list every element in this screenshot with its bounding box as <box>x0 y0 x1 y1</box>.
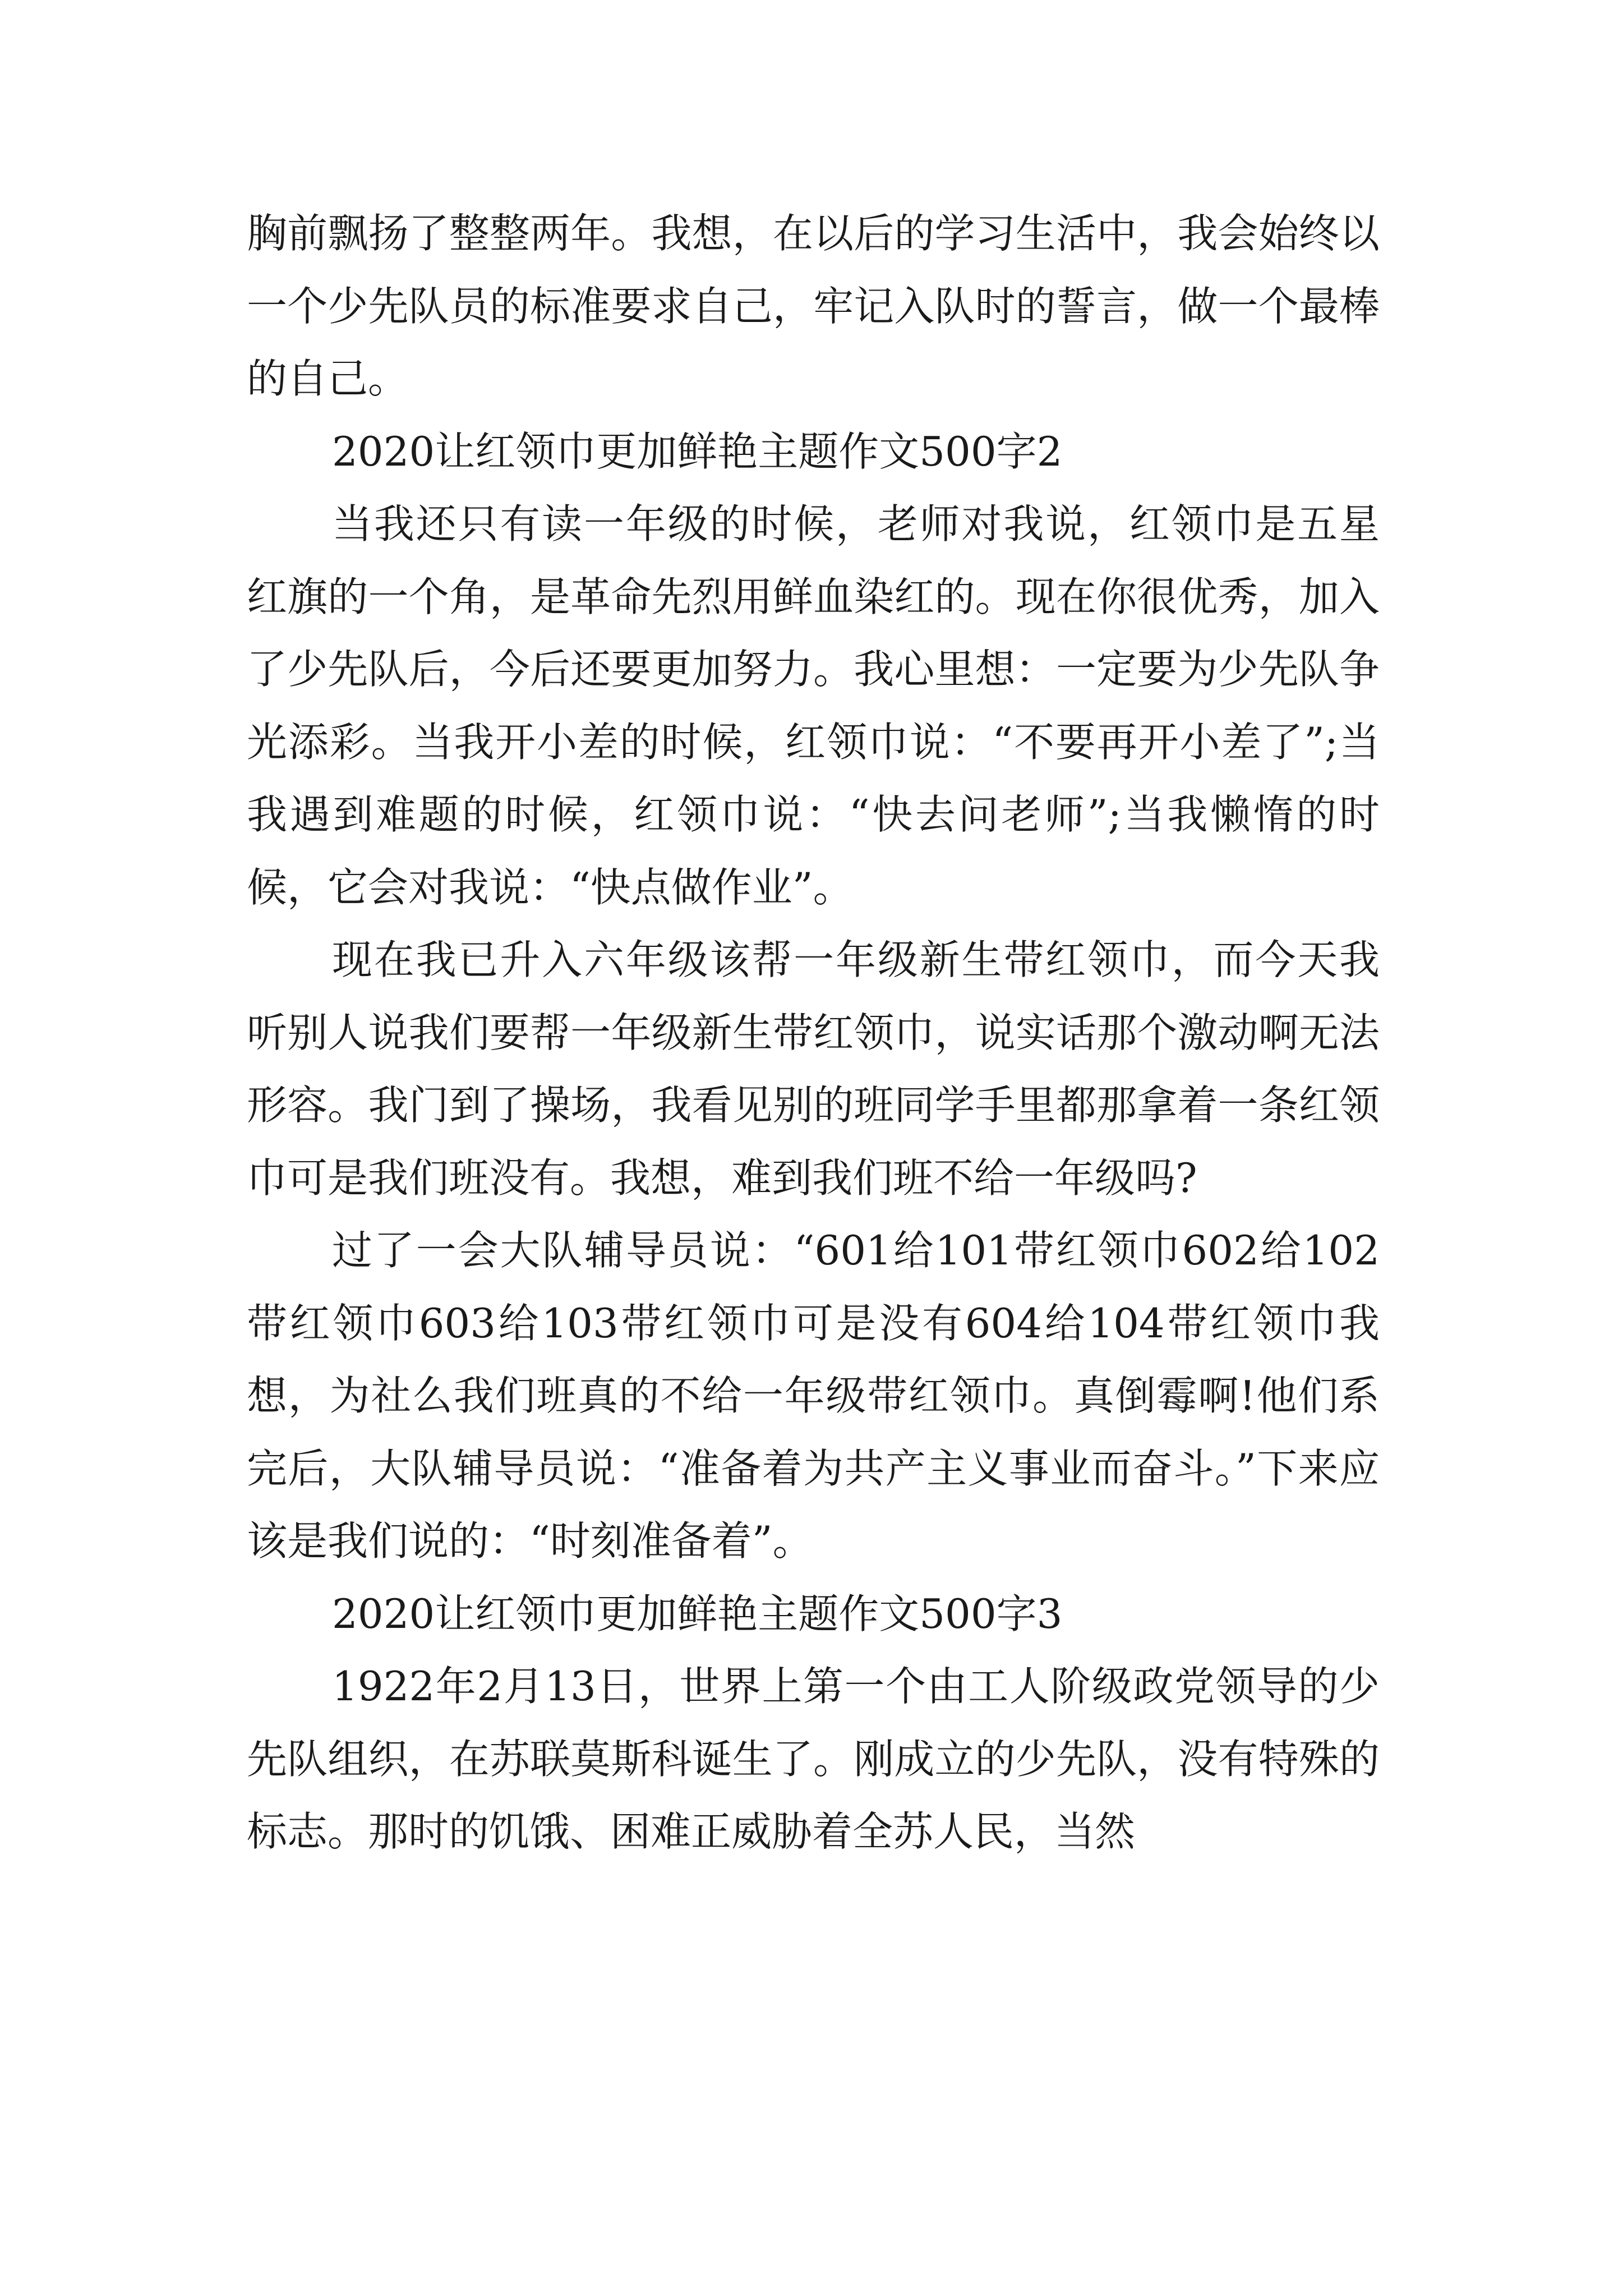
paragraph-continuation: 胸前飘扬了整整两年。我想，在以后的学习生活中，我会始终以一个少先队员的标准要求自己，牢记入队时的誓言，做一个最棒的自己。 <box>247 210 1380 402</box>
paragraph-red-scarf-first-grade: 当我还只有读一年级的时候，老师对我说，红领巾是五星红旗的一个角，是革命先烈用鲜血染红的。现在你很优秀，加入了少先队后，今后还要更加努力。我心里想：一定要为少先队争光添彩。当我开小差的时候，红领巾说：“不要再开小差了”;当我遇到难题的时候，红领巾说：“快去问老师”;当我懒惰的时候，它会对我说：“快点做作业”。 <box>247 500 1380 911</box>
paragraph-ceremony: 过了一会大队辅导员说：“601给101带红领巾602给102带红领巾603给103带红领巾可是没有604给104带红领巾我想，为社么我们班真的不给一年级带红领巾。真倒霉啊!他们系完后，大队辅导员说：“准备着为共产主义事业而奋斗。”下来应该是我们说的：“时刻准备着”。 <box>247 1227 1380 1565</box>
paragraph-sixth-grade: 现在我已升入六年级该帮一年级新生带红领巾，而今天我听别人说我们要帮一年级新生带红领巾，说实话那个激动啊无法形容。我门到了操场，我看见别的班同学手里都那拿着一条红领巾可是我们班没有。我想，难到我们班不给一年级吗? <box>247 936 1380 1202</box>
essay-heading-2: 2020让红领巾更加鲜艳主题作文500字2 <box>332 427 1063 475</box>
paragraph-history: 1922年2月13日，世界上第一个由工人阶级政党领导的少先队组织，在苏联莫斯科诞生了。刚成立的少先队，没有特殊的标志。那时的饥饿、困难正威胁着全苏人民，当然 <box>247 1663 1380 1855</box>
essay-heading-3: 2020让红领巾更加鲜艳主题作文500字3 <box>332 1590 1063 1637</box>
document-body <box>247 197 1380 1869</box>
